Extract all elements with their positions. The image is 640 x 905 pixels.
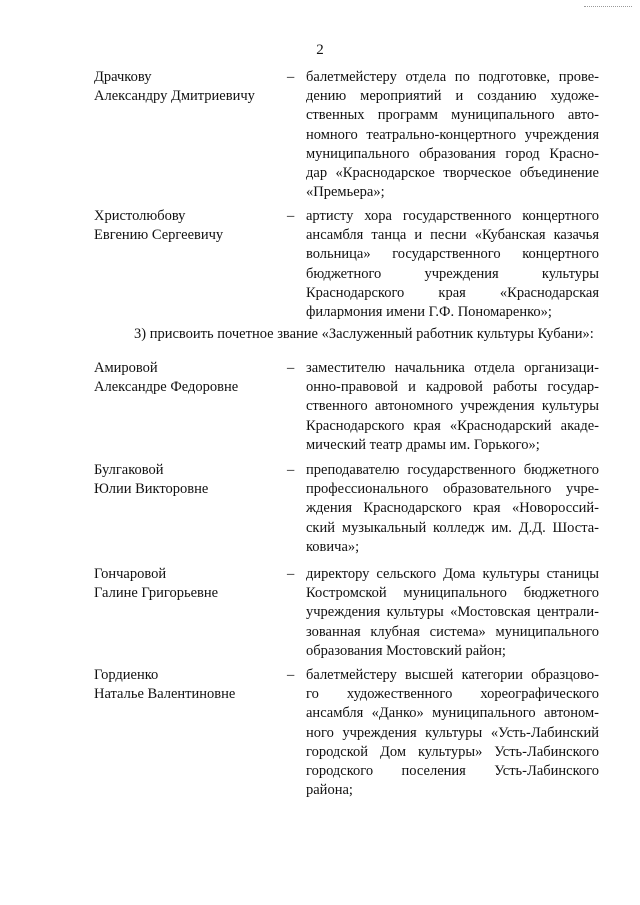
- recipient-surname: Амировой: [94, 360, 158, 376]
- section-heading: 3) присвоить почетное звание «Заслуженный работник культуры Кубани»:: [134, 326, 594, 342]
- position-line: городской Дом культуры» Усть-Лабинского: [306, 743, 599, 760]
- recipient-position: [306, 461, 599, 557]
- position-line: ного учреждения культуры «Усть-Лабинский: [306, 724, 599, 741]
- position-line: директору сельского Дома культуры станицы: [306, 566, 599, 582]
- recipient-given-names: Наталье Валентиновне: [94, 686, 236, 702]
- recipient-surname: Булгаковой: [94, 462, 164, 478]
- position-line: онно-правовой и кадровой работы государ-: [306, 379, 599, 396]
- recipient-surname: Гордиенко: [94, 667, 159, 683]
- position-line: Краснодарского края «Краснодарская: [306, 284, 599, 301]
- position-line: балетмейстеру высшей категории образцово-: [306, 667, 599, 683]
- recipient-name: [94, 68, 284, 106]
- position-line: Костромской муниципального бюджетного: [306, 585, 599, 602]
- position-line: Краснодарского края «Краснодарский акаде-: [306, 417, 599, 434]
- recipient-position: [306, 207, 599, 322]
- recipient-position: [306, 666, 599, 800]
- position-line: муниципального образования город Красно-: [306, 145, 599, 162]
- page-number: 2: [316, 42, 324, 58]
- position-line: мический театр драмы им. Горького»;: [306, 436, 540, 453]
- position-line: вольница» государственного концертного: [306, 246, 599, 263]
- position-line: ансамбля танца и песни «Кубанская казачья: [306, 227, 599, 244]
- position-line: ский музыкальный колледж им. Д.Д. Шоста-: [306, 519, 599, 536]
- recipient-name: [94, 207, 284, 245]
- entry-dash: –: [287, 462, 295, 478]
- position-line: го художественного хореографического: [306, 686, 599, 703]
- position-line: номного театрально-концертного учреждения: [306, 126, 599, 143]
- position-line: ковича»;: [306, 538, 360, 555]
- recipient-surname: Драчкову: [94, 69, 152, 85]
- recipient-surname: Христолюбову: [94, 208, 186, 224]
- recipient-name: [94, 359, 284, 397]
- position-line: городского поселения Усть-Лабинского: [306, 762, 599, 779]
- entry-dash: –: [287, 360, 295, 376]
- recipient-given-names: Александре Федоровне: [94, 379, 239, 395]
- recipient-name: [94, 565, 284, 603]
- position-line: ственного автономного учреждения культуры: [306, 398, 599, 415]
- entry-dash: –: [287, 69, 295, 85]
- position-line: филармония имени Г.Ф. Пономаренко»;: [306, 303, 552, 320]
- position-line: заместителю начальника отдела организаци-: [306, 360, 599, 376]
- recipient-given-names: Александру Дмитриевичу: [94, 88, 255, 104]
- position-line: ственных программ муниципального авто-: [306, 107, 599, 124]
- recipient-position: [306, 565, 599, 661]
- entry-dash: –: [287, 566, 295, 582]
- position-line: образования Мостовский район;: [306, 642, 506, 659]
- recipient-name: [94, 461, 284, 499]
- position-line: дению мероприятий и созданию художе-: [306, 88, 599, 105]
- entry-dash: –: [287, 208, 295, 224]
- entry-dash: –: [287, 667, 295, 683]
- position-line: района;: [306, 782, 353, 799]
- recipient-given-names: Юлии Викторовне: [94, 481, 209, 497]
- position-line: дар «Краснодарское творческое объединение: [306, 164, 599, 181]
- position-line: профессионального образовательного учре-: [306, 481, 599, 498]
- scan-corner-mark: [584, 6, 632, 9]
- position-line: бюджетного учреждения культуры: [306, 265, 599, 282]
- recipient-position: [306, 68, 599, 202]
- recipient-position: [306, 359, 599, 455]
- position-line: «Премьера»;: [306, 184, 385, 201]
- position-line: ждения Краснодарского края «Новороссий-: [306, 500, 599, 517]
- recipient-surname: Гончаровой: [94, 566, 167, 582]
- position-line: учреждения культуры «Мостовская централи-: [306, 604, 599, 621]
- recipient-given-names: Галине Григорьевне: [94, 585, 219, 601]
- position-line: преподавателю государственного бюджетного: [306, 462, 599, 478]
- position-line: зованная клубная система» муниципального: [306, 623, 599, 640]
- position-line: ансамбля «Данко» муниципального автоном-: [306, 705, 599, 722]
- position-line: балетмейстеру отдела по подготовке, прове-: [306, 69, 599, 85]
- position-line: артисту хора государственного концертного: [306, 208, 599, 224]
- recipient-name: [94, 666, 284, 704]
- recipient-given-names: Евгению Сергеевичу: [94, 227, 224, 243]
